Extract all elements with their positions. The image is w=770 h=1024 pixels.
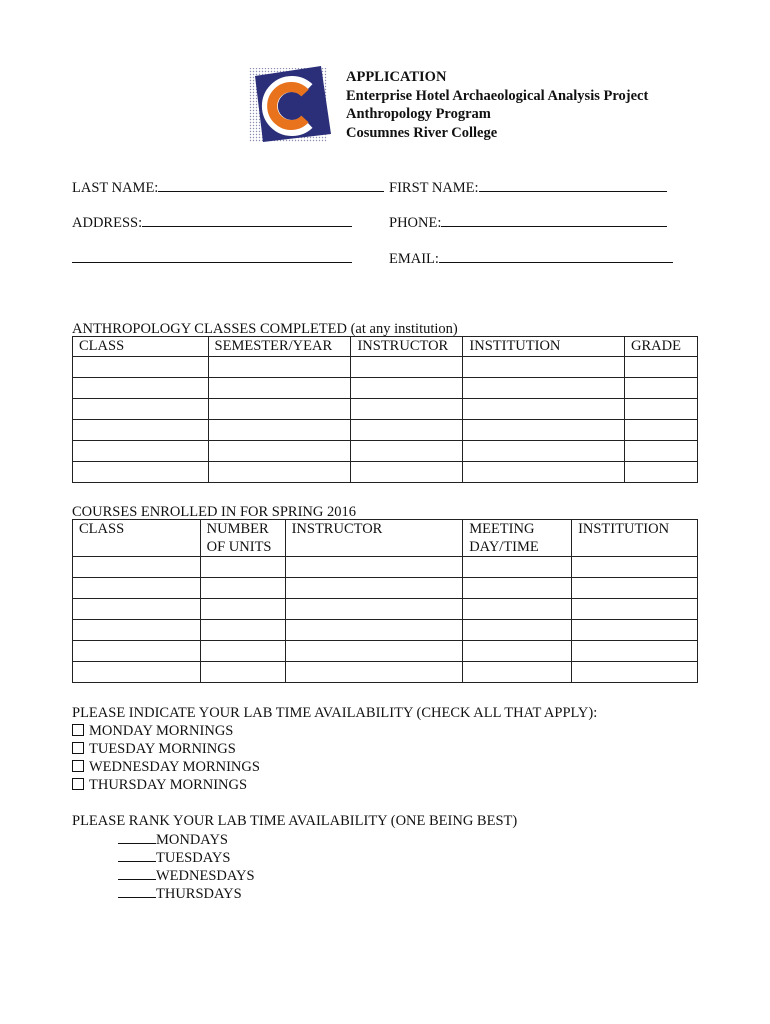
table-cell[interactable]: [200, 620, 285, 641]
column-header: SEMESTER/YEAR: [208, 337, 351, 357]
rank-label: WEDNESDAYS: [156, 868, 255, 884]
table-cell[interactable]: [200, 557, 285, 578]
table-cell[interactable]: [285, 662, 463, 683]
table-cell[interactable]: [463, 441, 625, 462]
first-name-label: FIRST NAME:: [389, 180, 479, 196]
application-title: APPLICATION: [346, 69, 447, 85]
table-row: [73, 620, 698, 641]
table-cell[interactable]: [625, 399, 698, 420]
table-cell[interactable]: [463, 662, 572, 683]
table-row: [73, 441, 698, 462]
last-name-field[interactable]: [72, 177, 384, 197]
table-cell[interactable]: [625, 420, 698, 441]
checkbox-icon[interactable]: [72, 724, 84, 736]
address-field[interactable]: [72, 212, 352, 232]
table-cell[interactable]: [572, 641, 698, 662]
table-cell[interactable]: [73, 378, 209, 399]
rank-item-wednesdays[interactable]: [118, 866, 255, 885]
table-cell[interactable]: [625, 441, 698, 462]
checkbox-option-thursday[interactable]: [72, 776, 247, 794]
table-cell[interactable]: [351, 462, 463, 483]
rank-item-thursdays[interactable]: [118, 884, 242, 903]
table-cell[interactable]: [73, 578, 201, 599]
rank-blank[interactable]: [118, 866, 156, 880]
checkbox-label: WEDNESDAY MORNINGS: [89, 759, 260, 775]
rank-item-tuesdays[interactable]: [118, 848, 230, 867]
table-row: [73, 662, 698, 683]
address-label: ADDRESS:: [72, 215, 143, 231]
table-cell[interactable]: [351, 399, 463, 420]
table-cell[interactable]: [351, 357, 463, 378]
college-logo: [249, 64, 331, 144]
table-cell[interactable]: [208, 399, 351, 420]
table-cell[interactable]: [572, 662, 698, 683]
table-row: [73, 557, 698, 578]
table-cell[interactable]: [625, 378, 698, 399]
table-cell[interactable]: [285, 578, 463, 599]
table-cell[interactable]: [572, 599, 698, 620]
rank-label: MONDAYS: [156, 832, 228, 848]
table-cell[interactable]: [572, 557, 698, 578]
table-cell[interactable]: [208, 357, 351, 378]
ranking-caption: PLEASE RANK YOUR LAB TIME AVAILABILITY (ONE BEING BEST): [72, 813, 518, 829]
table-row: [73, 462, 698, 483]
table-cell[interactable]: [463, 357, 625, 378]
table-cell[interactable]: [285, 599, 463, 620]
checkbox-option-tuesday[interactable]: [72, 740, 236, 758]
column-header-line: MEETING: [469, 521, 535, 537]
table-cell[interactable]: [463, 578, 572, 599]
email-line[interactable]: [439, 248, 673, 263]
table-row: [73, 399, 698, 420]
column-header-line: DAY/TIME: [469, 539, 539, 555]
column-header: [200, 520, 285, 557]
table-cell[interactable]: [351, 378, 463, 399]
table-cell[interactable]: [73, 662, 201, 683]
checkbox-label: MONDAY MORNINGS: [89, 723, 234, 739]
table-cell[interactable]: [73, 599, 201, 620]
table-cell[interactable]: [73, 557, 201, 578]
table-cell[interactable]: [463, 620, 572, 641]
last-name-line[interactable]: [158, 177, 384, 192]
table-cell[interactable]: [463, 599, 572, 620]
first-name-field[interactable]: [389, 177, 667, 197]
table-header-row: [73, 520, 698, 557]
checkbox-label: THURSDAY MORNINGS: [89, 777, 248, 793]
column-header-line: NUMBER: [206, 521, 269, 537]
table-row: [73, 641, 698, 662]
table-cell[interactable]: [73, 399, 209, 420]
table-cell[interactable]: [463, 462, 625, 483]
checkbox-icon[interactable]: [72, 760, 84, 772]
table-cell[interactable]: [572, 578, 698, 599]
table-cell[interactable]: [208, 462, 351, 483]
table-cell[interactable]: [208, 441, 351, 462]
address-line-2[interactable]: [72, 248, 352, 263]
table-cell[interactable]: [351, 441, 463, 462]
table-row: [73, 599, 698, 620]
rank-label: THURSDAYS: [156, 886, 242, 902]
table-cell[interactable]: [285, 641, 463, 662]
table-cell[interactable]: [625, 462, 698, 483]
column-header: INSTITUTION: [572, 520, 698, 557]
column-header: INSTRUCTOR: [351, 337, 463, 357]
rank-label: TUESDAYS: [156, 850, 231, 866]
rank-blank[interactable]: [118, 884, 156, 898]
rank-item-mondays[interactable]: [118, 830, 228, 849]
rank-blank[interactable]: [118, 848, 156, 862]
table-cell[interactable]: [200, 599, 285, 620]
college-logo-icon: [249, 64, 331, 144]
table-cell[interactable]: [73, 620, 201, 641]
phone-line[interactable]: [441, 212, 667, 227]
table-cell[interactable]: [351, 420, 463, 441]
table-cell[interactable]: [285, 620, 463, 641]
column-header-line: OF UNITS: [206, 539, 272, 555]
phone-field[interactable]: [389, 212, 667, 232]
table-cell[interactable]: [625, 357, 698, 378]
courses-enrolled-caption: COURSES ENROLLED IN FOR SPRING 2016: [72, 504, 356, 520]
address-line-2-field[interactable]: [72, 248, 352, 268]
table-cell[interactable]: [463, 641, 572, 662]
checkbox-option-wednesday[interactable]: [72, 758, 260, 776]
table-cell[interactable]: [463, 378, 625, 399]
table-header-row: [73, 337, 698, 357]
classes-completed-table: [72, 336, 698, 483]
checkbox-icon[interactable]: [72, 778, 84, 790]
availability-caption: PLEASE INDICATE YOUR LAB TIME AVAILABILITY (CHECK ALL THAT APPLY):: [72, 705, 598, 721]
table-cell[interactable]: [73, 462, 209, 483]
table-cell[interactable]: [73, 641, 201, 662]
application-header: [346, 68, 648, 142]
column-header: GRADE: [625, 337, 698, 357]
table-cell[interactable]: [463, 399, 625, 420]
table-cell[interactable]: [73, 420, 209, 441]
table-cell[interactable]: [200, 641, 285, 662]
table-row: [73, 378, 698, 399]
project-name: Enterprise Hotel Archaeological Analysis Project: [346, 87, 649, 104]
checkbox-option-monday[interactable]: [72, 722, 233, 740]
email-field[interactable]: [389, 248, 673, 268]
phone-label: PHONE:: [389, 215, 442, 231]
checkbox-label: TUESDAY MORNINGS: [89, 741, 236, 757]
table-cell[interactable]: [463, 557, 572, 578]
table-row: [73, 420, 698, 441]
table-row: [73, 357, 698, 378]
table-cell[interactable]: [73, 357, 209, 378]
column-header: INSTRUCTOR: [285, 520, 463, 557]
rank-blank[interactable]: [118, 830, 156, 844]
classes-completed-caption: ANTHROPOLOGY CLASSES COMPLETED (at any institution): [72, 321, 458, 337]
courses-enrolled-table: [72, 519, 698, 683]
table-cell[interactable]: [572, 620, 698, 641]
checkbox-icon[interactable]: [72, 742, 84, 754]
program-name: Anthropology Program: [346, 106, 491, 122]
table-cell[interactable]: [208, 420, 351, 441]
email-label: EMAIL:: [389, 251, 439, 267]
table-cell[interactable]: [200, 578, 285, 599]
table-cell[interactable]: [73, 441, 209, 462]
column-header: [463, 520, 572, 557]
table-row: [73, 578, 698, 599]
table-cell[interactable]: [200, 662, 285, 683]
table-cell[interactable]: [208, 378, 351, 399]
column-header: INSTITUTION: [463, 337, 625, 357]
table-cell[interactable]: [285, 557, 463, 578]
table-cell[interactable]: [463, 420, 625, 441]
last-name-label: LAST NAME:: [72, 180, 159, 196]
column-header: CLASS: [73, 337, 209, 357]
column-header: CLASS: [73, 520, 201, 557]
first-name-line[interactable]: [479, 177, 667, 192]
college-name: Cosumnes River College: [346, 124, 498, 141]
address-line[interactable]: [142, 212, 352, 227]
